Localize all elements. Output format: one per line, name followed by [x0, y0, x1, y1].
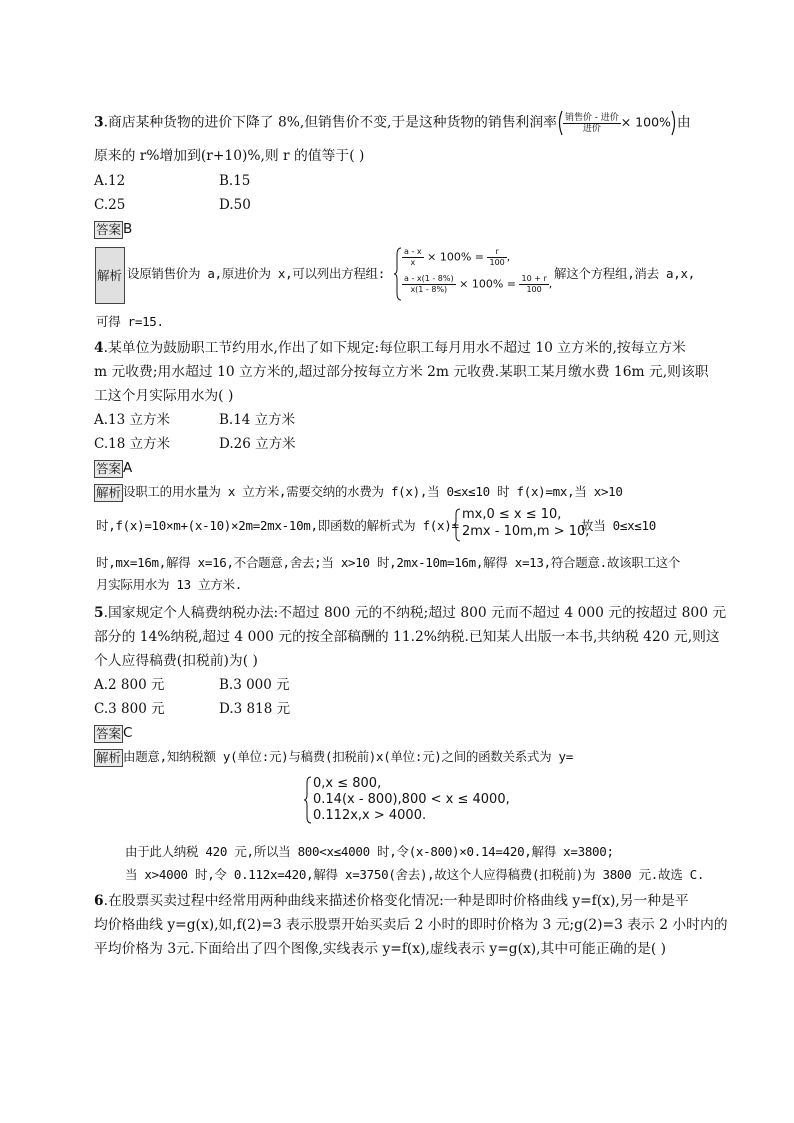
q3-profit-fraction	[563, 113, 621, 134]
q5-analysis-line1: 解析 由题意,知纳税额 y(单位:元)与稿费(扣税前)x(单位:元)之间的函数关系式为 y=	[96, 749, 574, 765]
q6-line1: 6.在股票买卖过程中经常用两种曲线来描述价格变化情况:一种是即时价格曲线 y=f(x),另一种是平	[94, 893, 689, 909]
q3-line1	[94, 110, 691, 136]
q4-line2: m 元收费;用水超过 10 立方米的,超过部分按每立方米 2m 元收费.某职工某月缴水费 16m 元,则该职	[94, 364, 709, 380]
q3-eq2: $\frac{a - x(1 - 8\%)}{x(1 - 8\%)}$ × 100% = $\frac{10 + r}{100}$ ,	[404, 274, 553, 294]
q4-analysis-line1: 解析 设职工的用水量为 x 立方米,需要交纳的水费为 f(x),当 0≤x≤10 时 f(x)=mx,当 x>10	[96, 484, 623, 500]
q4-case2: 2mx - 10m,m > 10,	[462, 524, 590, 539]
q3-analysis-text: 设原销售价为 a,原进价为 x,可以列出方程组:	[127, 266, 385, 281]
answer-tag: 答案	[96, 460, 122, 476]
q4-option-b[interactable]: B.14 立方米	[219, 412, 296, 428]
q5-option-c[interactable]: C.3 800 元	[94, 701, 165, 717]
q3-analysis-text-end: 解这个方程组,消去 a,x,	[554, 266, 695, 281]
analysis-tag: 解析	[95, 247, 125, 304]
left-brace-icon	[394, 247, 402, 301]
q3-line2: 原来的 r%增加到(r+10)%,则 r 的值等于( )	[94, 148, 365, 164]
q3-frac-num: 销售价 - 进价	[564, 112, 619, 123]
q4-answer: A	[123, 460, 133, 476]
q3-line1-end: 由	[676, 114, 691, 131]
q3-analysis-line2: 可得 r=15.	[96, 314, 164, 329]
q3-option-b[interactable]: B.15	[219, 173, 251, 189]
q3-frac-den: 进价	[582, 123, 601, 134]
q3-option-c[interactable]: C.25	[94, 197, 126, 213]
q4-analysis-line3: 时,mx=16m,解得 x=16,不合题意,舍去;当 x>10 时,2mx-10m=16m,解得 x=13,符合题意.故该职工这个	[96, 555, 681, 570]
q4-analysis-line2: 时,f(x)=10×m+(x-10)×2m=2mx-10m,即函数的解析式为 f(x)=	[96, 518, 459, 533]
left-brace-icon	[304, 776, 312, 824]
q5-option-d[interactable]: D.3 818 元	[219, 701, 291, 717]
q3-option-d[interactable]: D.50	[219, 197, 251, 213]
q5-answer: C	[123, 725, 133, 741]
q5-line2: 部分的 14%纳税,超过 4 000 元的按全部稿酬的 11.2%纳税.已知某人出版一本书,共纳税 420 元,则这	[94, 629, 720, 645]
q4-number: 4	[94, 340, 104, 356]
q5-option-b[interactable]: B.3 000 元	[219, 677, 290, 693]
q3-option-a[interactable]: A.12	[94, 173, 126, 189]
q4-option-a[interactable]: A.13 立方米	[94, 412, 171, 428]
answer-tag: 答案	[96, 725, 122, 741]
q5-number: 5	[94, 605, 104, 621]
q3-eq1: $\frac{a - x}{x}$ × 100% = $\frac{r}{100}$ ,	[404, 247, 511, 267]
q6-line3: 平均价格为 3元.下面给出了四个图像,实线表示 y=f(x),虚线表示 y=g(x),其中可能正确的是( )	[94, 941, 667, 957]
q3-answer-row	[94, 219, 132, 239]
q5-line3: 个人应得稿费(扣税前)为( )	[94, 653, 258, 669]
q5-case3: 0.112x,x > 4000.	[313, 808, 427, 823]
analysis-tag: 解析	[96, 484, 122, 500]
q4-line1: 4.某单位为鼓励职工节约用水,作出了如下规定:每位职工每月用水不超过 10 立方米的,按每立方米	[94, 340, 686, 356]
q5-line1: 5.国家规定个人稿费纳税办法:不超过 800 元的不纳税;超过 800 元而不超过 4 000 元的按超过 800 元	[94, 605, 727, 621]
q5-case1: 0,x ≤ 800,	[313, 776, 382, 791]
q4-line3: 工这个月实际用水为( )	[94, 388, 234, 404]
q3-times: × 100%	[620, 114, 671, 130]
q4-analysis-line4: 月实际用水为 13 立方米.	[96, 577, 242, 592]
analysis-tag: 解析	[96, 749, 122, 765]
answer-tag: 答案	[96, 221, 122, 237]
left-brace-icon	[453, 508, 461, 542]
q5-option-a[interactable]: A.2 800 元	[94, 677, 165, 693]
q6-line2: 均价格曲线 y=g(x),如,f(2)=3 表示股票开始买卖后 2 小时的即时价格为 3 元;g(2)=3 表示 2 小时内的	[94, 917, 728, 933]
q3-number: 3	[94, 114, 104, 131]
q4-analysis-line2-end: 故当 0≤x≤10	[581, 518, 656, 533]
q6-number: 6	[94, 893, 104, 909]
q5-case2: 0.14(x - 800),800 < x ≤ 4000,	[313, 792, 510, 807]
q5-answer-row	[94, 723, 132, 743]
q3-answer: B	[123, 221, 133, 237]
q5-analysis-line3: 当 x>4000 时,令 0.112x=420,解得 x=3750(舍去),故这个人应得稿费(扣税前)为 3800 元.故选 C.	[125, 867, 705, 882]
q4-answer-row	[94, 458, 132, 478]
q4-option-d[interactable]: D.26 立方米	[219, 436, 296, 452]
q3-line1-text: .商店某种货物的进价下降了 8%,但销售价不变,于是这种货物的销售利润率	[103, 114, 557, 131]
q4-option-c[interactable]: C.18 立方米	[94, 436, 171, 452]
q5-analysis-line2: 由于此人纳税 420 元,所以当 800<x≤4000 时,令(x-800)×0.14=420,解得 x=3800;	[125, 844, 614, 859]
q4-case1: mx,0 ≤ x ≤ 10,	[462, 507, 562, 522]
